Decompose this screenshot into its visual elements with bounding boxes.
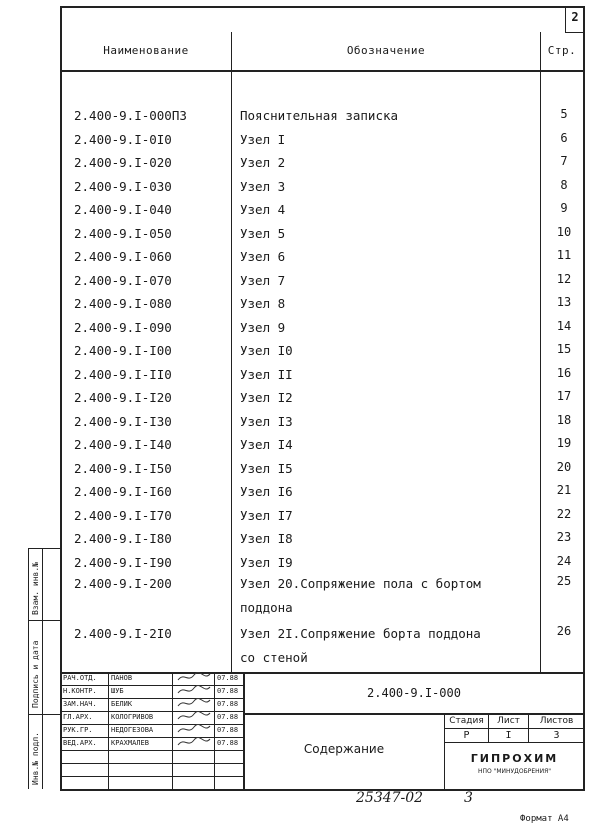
row-name: Узел 3 [240,178,286,194]
sheet-value: I [505,730,512,741]
doc-title: Содержание [303,742,385,756]
row-name: Узел I2 [240,390,293,405]
row-code: 2.400-9.I-I30 [74,413,172,429]
signer-role: РАЧ.ОТД. [63,674,97,682]
signer-role: ЗАМ.НАЧ. [63,700,97,708]
row-page: 17 [556,389,572,403]
format-label: Формат А4 [520,814,569,824]
column-divider-1 [231,32,232,672]
row-page: 25 [556,574,572,588]
row-name: Узел 6 [240,249,286,264]
sign-date: 07.88 [217,739,239,747]
row-name: Узел 5 [240,225,286,241]
signer-name: НЕДОГЕЗОВА [111,726,154,734]
frame-top [60,6,585,8]
header-designation: Обозначение [346,44,426,57]
signature-mark [176,736,212,751]
doc-code: 2.400-9.I-000 [367,686,461,700]
row-name: Узел I4 [240,437,293,452]
row-code: 2.400-9.I-070 [74,272,172,288]
row-code: 2.400-9.I-II0 [74,366,172,382]
stage-value: Р [463,730,470,741]
sign-date: 07.88 [217,674,239,682]
title-block-top [60,672,585,674]
signer-name: ПАНОВ [111,674,133,682]
row-code: 2.400-9.I-I40 [74,437,172,452]
side-label-sign-date: Подпись и дата [31,640,40,708]
row-name: Узел I8 [240,531,293,546]
row-page: 15 [556,342,572,356]
sign-date: 07.88 [217,700,239,708]
row-code: 2.400-9.I-000ПЗ [74,108,187,123]
signer-role: Н.КОНТР. [63,687,97,695]
row-page: 11 [556,248,572,262]
row-code: 2.400-9.I-I70 [74,507,172,523]
row-page: 8 [560,177,568,192]
row-name: Узел 4 [240,202,286,217]
row-page: 26 [556,624,572,638]
sign-date: 07.88 [217,726,239,734]
row-name: Узел I9 [240,554,293,570]
row-name: Узел I6 [240,484,293,499]
signer-role: ГЛ.АРХ. [63,713,93,721]
side-label-inv-orig: Инв.№ подл. [31,732,40,785]
row-page: 16 [556,365,572,380]
signer-name: БЕЛИК [111,700,133,708]
row-page: 7 [560,154,568,168]
sign-date: 07.88 [217,713,239,721]
row-name: Узел I [240,131,286,147]
row-name: Узел I3 [240,413,293,429]
stage-label: Стадия [449,716,484,726]
row-code: 2.400-9.I-0I0 [74,131,172,147]
column-divider-2 [540,32,541,672]
sheet-label: Лист [497,716,520,726]
row-page: 20 [556,459,572,474]
row-code: 2.400-9.I-080 [74,296,172,311]
header-page: Стр. [547,44,577,57]
row-page: 10 [556,224,572,239]
row-name-cont: поддона [240,600,293,615]
row-name: Узел 2I.Сопряжение борта поддона [240,626,481,641]
row-name: Узел I0 [240,343,293,358]
org-name: ГИПРОХИМ [470,752,559,765]
row-name: Пояснительная записка [240,108,399,123]
row-code: 2.400-9.I-2I0 [74,626,172,641]
row-code: 2.400-9.I-050 [74,225,172,241]
row-page: 9 [560,201,568,215]
archive-number: 25347-02 [356,790,424,806]
row-name-cont: со стеной [240,650,308,665]
header-name: Наименование [103,44,189,57]
row-page: 12 [556,271,572,286]
row-page: 13 [556,295,572,309]
row-name: Узел 8 [240,296,286,311]
sheet-number: 2 [571,10,579,24]
sheets-value: 3 [553,730,560,741]
row-page: 19 [556,436,572,450]
row-code: 2.400-9.I-060 [74,249,172,264]
signer-role: РУК.ГР. [63,726,93,734]
sheets-label: Листов [539,716,574,726]
row-code: 2.400-9.I-I20 [74,390,172,405]
row-page: 23 [556,530,572,544]
row-page: 22 [556,506,572,521]
row-page: 21 [556,483,572,497]
row-code: 2.400-9.I-I50 [74,460,172,476]
row-page: 5 [560,107,568,121]
row-code: 2.400-9.I-020 [74,155,172,170]
row-code: 2.400-9.I-030 [74,178,172,194]
row-page: 6 [560,130,568,145]
row-code: 2.400-9.I-I00 [74,343,172,358]
sign-date: 07.88 [217,687,239,695]
row-name: Узел I5 [240,460,293,476]
row-page: 14 [556,318,572,333]
org-subtitle: НПО "МИНУДОБРЕНИЯ" [477,768,552,775]
row-code: 2.400-9.I-I80 [74,531,172,546]
row-name: Узел I7 [240,507,293,523]
row-code: 2.400-9.I-090 [74,319,172,335]
side-label-inv-change: Взам. инв.№ [31,562,40,615]
row-name: Узел 9 [240,319,286,335]
row-name: Узел 7 [240,272,286,288]
signer-name: ШУБ [111,687,124,695]
row-page: 18 [556,412,572,427]
row-code: 2.400-9.I-I60 [74,484,172,499]
row-code: 2.400-9.I-040 [74,202,172,217]
row-name: Узел 2 [240,155,286,170]
signer-role: ВЕД.АРХ. [63,739,97,747]
row-code: 2.400-9.I-I90 [74,554,172,570]
row-name: Узел 20.Сопряжение пола с бортом [240,576,481,591]
row-code: 2.400-9.I-200 [74,576,172,591]
archive-sheet: 3 [464,790,473,806]
signer-name: КОЛОГРИВОВ [111,713,154,721]
row-name: Узел II [240,366,293,382]
signer-name: КРАХМАЛЕВ [111,739,149,747]
header-underline [60,70,585,72]
row-page: 24 [556,553,572,568]
frame-bottom [60,789,585,791]
